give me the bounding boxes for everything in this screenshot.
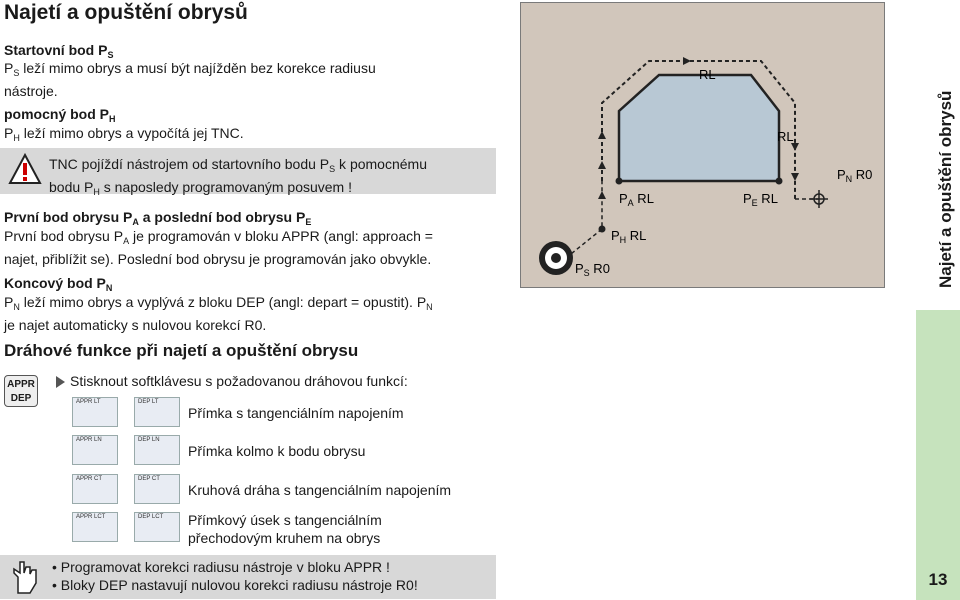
warning-text: TNC pojíždí nástrojem od startovního bodu $P_S$ k pomocnému bodu $P_H$ s naposledy programovaným posuvem ! [49, 156, 427, 197]
note-item: • Programovat korekci radiusu nástroje v bloku APPR ! [52, 559, 390, 575]
start-point-text: $P_S$ leží mimo obrys a musí být najížděn bez korekce radiusu nástroje. [4, 60, 376, 99]
chapter-tab-green [916, 310, 960, 600]
softkey-dep-ln[interactable]: DEP LN [134, 435, 180, 465]
svg-text:RL: RL [777, 129, 794, 144]
chapter-tab-label: Najetí a opuštění obrysů [936, 90, 955, 288]
aux-point-text: $P_H$ leží mimo obrys a vypočítá jej TNC. [4, 125, 244, 143]
contour-points-text: První bod obrysu $P_A$ je programován v bloku APPR (angl: approach = najet, přiblížit se). Poslední bod obrysu je programován jako obvykle. [4, 228, 433, 267]
svg-text:RL: RL [699, 67, 716, 82]
page-title: Najetí a opuštění obrysů [4, 1, 248, 24]
milling-tool-icon [539, 241, 573, 275]
aux-point-heading: pomocný bod $P_H$ [4, 106, 116, 124]
softkey-appr-lct[interactable]: APPR LCT [72, 512, 118, 542]
page-number: 13 [928, 570, 948, 589]
svg-text:PN R0: $P_N$ R0 [837, 167, 873, 184]
svg-text:PE RL: $P_E$ RL [743, 191, 778, 208]
softkey-instruction: Stisknout softklávesu s požadovanou dráhovou funkcí: [70, 373, 408, 389]
svg-text:PS R0: $P_S$ R0 [575, 261, 610, 278]
chapter-tab [916, 0, 960, 310]
label-lct: Přímkový úsek s tangenciálním přechodovým kruhem na obrys [188, 512, 382, 546]
softkey-appr-ct[interactable]: APPR CT [72, 474, 118, 504]
warning-icon [8, 153, 42, 190]
path-functions-heading: Dráhové funkce při najetí a opuštění obrysu [4, 341, 359, 360]
label-lt: Přímka s tangenciálním napojením [188, 405, 404, 421]
contour-points-heading: První bod obrysu $P_A$ a poslední bod obrysu $P_E$ [4, 209, 312, 227]
arrow-right-icon [54, 375, 66, 394]
softkey-dep-ct[interactable]: DEP CT [134, 474, 180, 504]
softkey-appr-ln[interactable]: APPR LN [72, 435, 118, 465]
end-point-text: $P_N$ leží mimo obrys a vyplývá z bloku DEP (angl: depart = opustit). $P_N$ je najet automaticky s nulovou korekcí R0. [4, 294, 433, 333]
label-ct: Kruhová dráha s tangenciálním napojením [188, 482, 452, 498]
start-point-heading: Startovní bod $P_S$ [4, 42, 114, 60]
note-item: • Bloky DEP nastavují nulovou korekci radiusu nástroje R0! [52, 577, 418, 593]
svg-text:PH RL: $P_H$ RL [611, 228, 647, 245]
appr-dep-key[interactable]: APPR DEP [4, 375, 38, 407]
approach-diagram [520, 2, 885, 288]
notes-list [52, 558, 492, 594]
svg-text:PA RL: $P_A$ RL [619, 191, 654, 208]
softkey-appr-lt[interactable]: APPR LT [72, 397, 118, 427]
softkey-dep-lt[interactable]: DEP LT [134, 397, 180, 427]
end-point-heading: Koncový bod $P_N$ [4, 275, 113, 293]
hand-pointer-icon [8, 559, 40, 600]
softkey-dep-lct[interactable]: DEP LCT [134, 512, 180, 542]
label-ln: Přímka kolmo k bodu obrysu [188, 443, 366, 459]
